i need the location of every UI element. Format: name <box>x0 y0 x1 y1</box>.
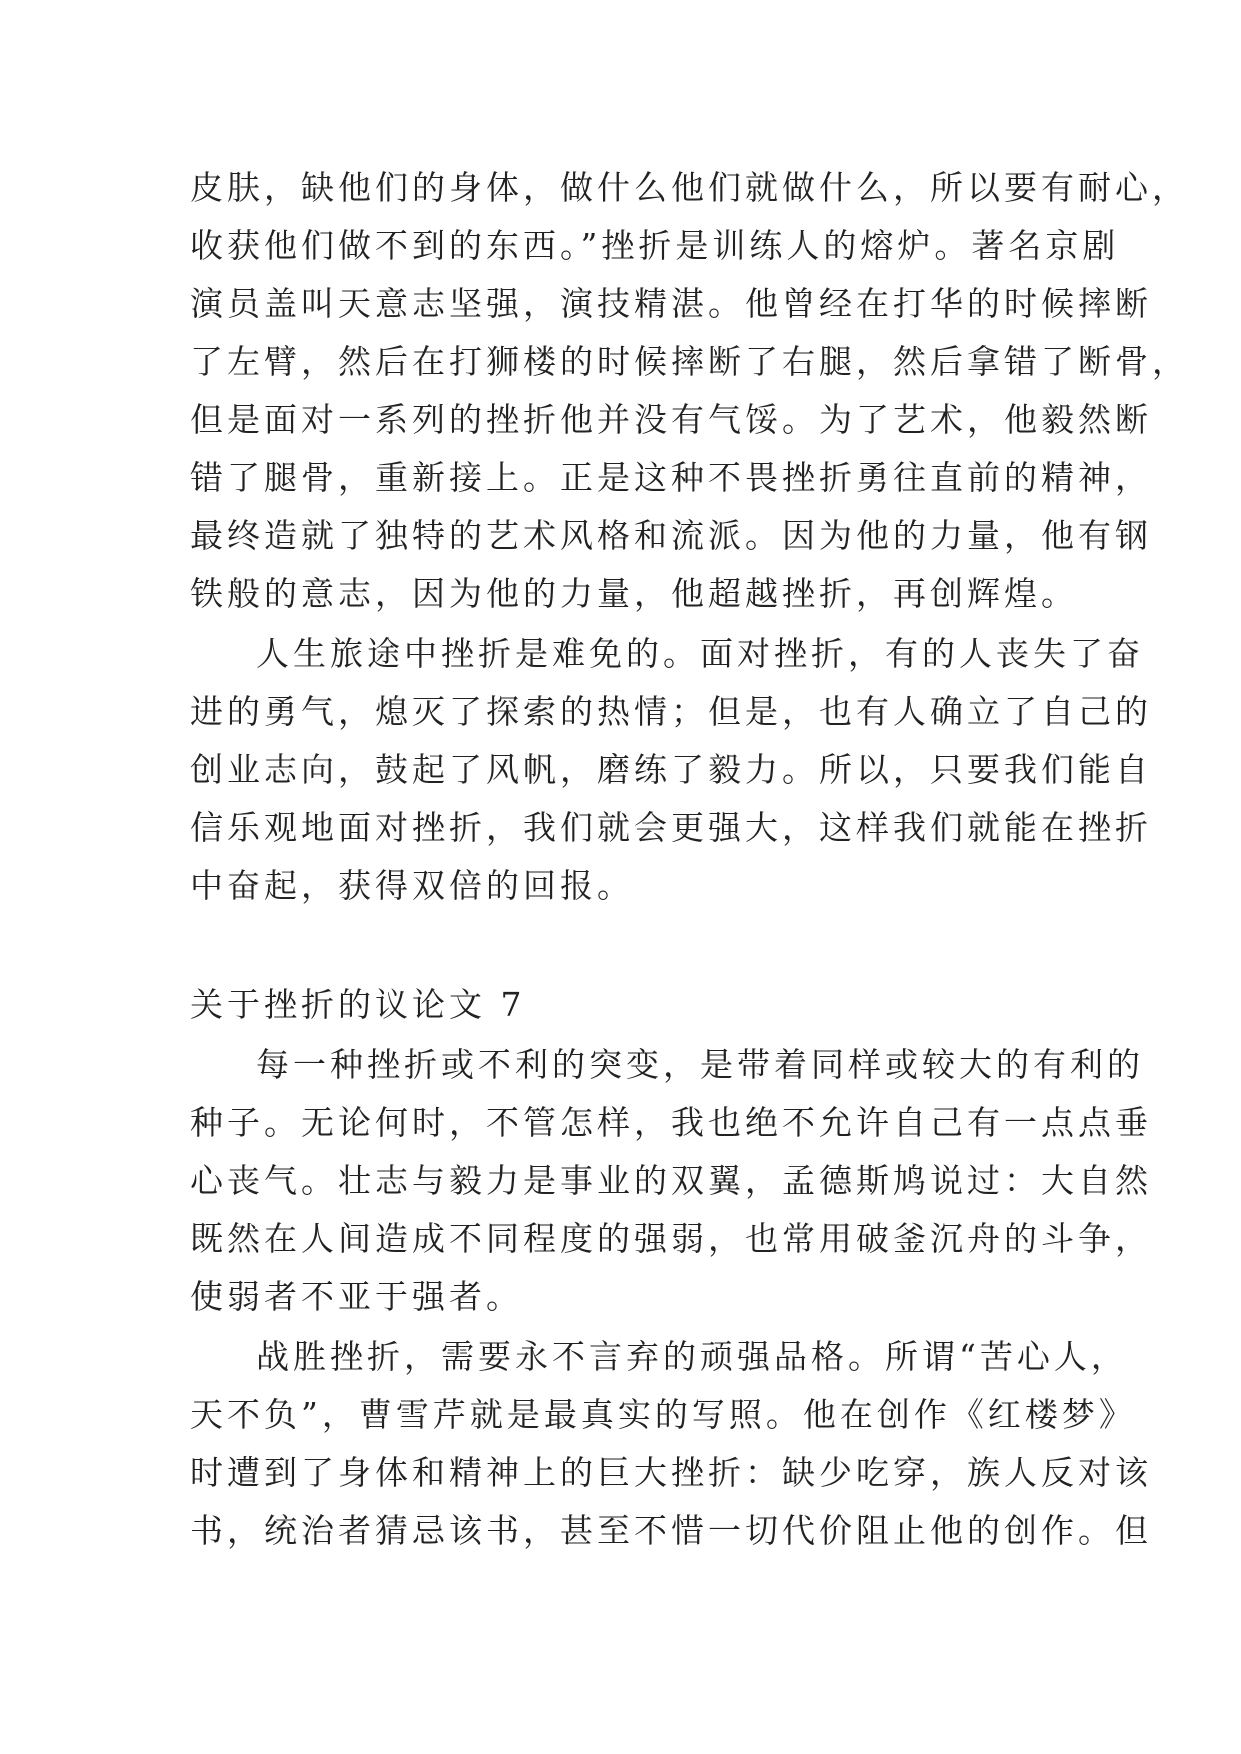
text-line: 进的勇气，熄灭了探索的热情；但是，也有人确立了自己的 <box>190 692 1152 731</box>
section-heading: 关于挫折的议论文 7 <box>190 985 526 1024</box>
paragraph-first-line: 每一种挫折或不利的突变，是带着同样或较大的有利的 <box>256 1045 1144 1084</box>
text-line: 收获他们做不到的东西。”挫折是训练人的熔炉。著名京剧 <box>190 226 1120 265</box>
paragraph-first-line: 战胜挫折，需要永不言弃的顽强品格。所谓“苦心人， <box>256 1337 1128 1376</box>
text-line: 心丧气。壮志与毅力是事业的双翼，孟德斯鸠说过：大自然 <box>190 1161 1152 1200</box>
text-line: 演员盖叫天意志坚强，演技精湛。他曾经在打华的时候摔断 <box>190 284 1152 323</box>
text-line: 天不负”，曹雪芹就是最真实的写照。他在创作《红楼梦》 <box>190 1395 1136 1434</box>
text-line: 种子。无论何时，不管怎样，我也绝不允许自己有一点点垂 <box>190 1103 1152 1142</box>
text-line: 书，统治者猜忌该书，甚至不惜一切代价阻止他的创作。但 <box>190 1511 1152 1550</box>
text-line: 铁般的意志，因为他的力量，他超越挫折，再创辉煌。 <box>190 574 1078 613</box>
text-line: 既然在人间造成不同程度的强弱，也常用破釜沉舟的斗争， <box>190 1219 1152 1258</box>
text-line: 皮肤，缺他们的身体，做什么他们就做什么，所以要有耐心， <box>190 168 1189 207</box>
text-line: 时遭到了身体和精神上的巨大挫折：缺少吃穿，族人反对该 <box>190 1453 1152 1492</box>
text-line: 错了腿骨，重新接上。正是这种不畏挫折勇往直前的精神， <box>190 458 1152 497</box>
text-line: 使弱者不亚于强者。 <box>190 1277 523 1316</box>
text-line: 但是面对一系列的挫折他并没有气馁。为了艺术，他毅然断 <box>190 400 1152 439</box>
text-line: 了左臂，然后在打狮楼的时候摔断了右腿，然后拿错了断骨， <box>190 342 1189 381</box>
text-line: 最终造就了独特的艺术风格和流派。因为他的力量，他有钢 <box>190 516 1152 555</box>
text-line: 创业志向，鼓起了风帆，磨练了毅力。所以，只要我们能自 <box>190 750 1152 789</box>
text-line: 信乐观地面对挫折，我们就会更强大，这样我们就能在挫折 <box>190 808 1152 847</box>
text-line: 中奋起，获得双倍的回报。 <box>190 866 634 905</box>
paragraph-first-line: 人生旅途中挫折是难免的。面对挫折，有的人丧失了奋 <box>256 634 1144 673</box>
